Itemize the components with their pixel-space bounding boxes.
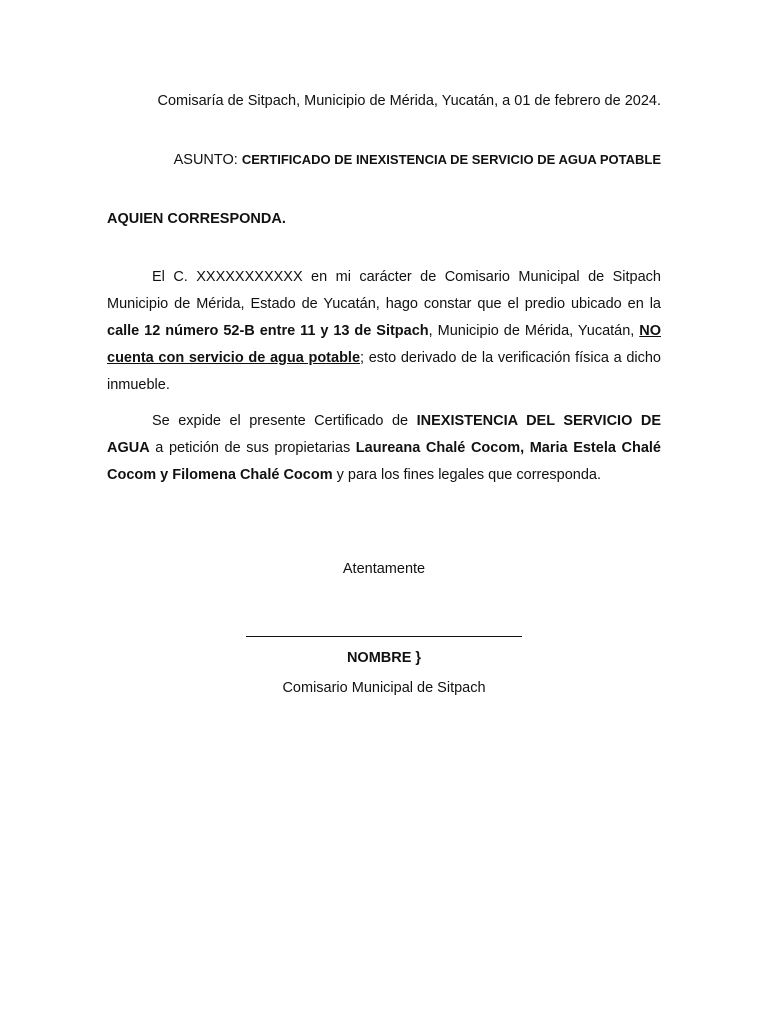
paragraph-2-text-3: y para los fines legales que corresponda. bbox=[332, 467, 602, 483]
no-service-statement: NO cuenta con servicio de agua potable bbox=[107, 323, 661, 366]
owners-names: Laureana Chalé Cocom, Maria Estela Chalé Cocom y Filomena Chalé Cocom bbox=[107, 440, 662, 483]
body-paragraph-2 bbox=[107, 408, 661, 489]
place-and-date: Comisaría de Sitpach, Municipio de Mérida, Yucatán, a 01 de febrero de 2024. bbox=[157, 93, 661, 109]
paragraph-2-text-1: Se expide el presente Certificado de bbox=[152, 413, 417, 429]
paragraph-1-text-1: El C. XXXXXXXXXXX en mi carácter de Comisario Municipal de Sitpach Municipio de Mérida, Estado de Yucatán, hago constar que el predio ubicado en la bbox=[107, 269, 661, 312]
body-paragraph-1 bbox=[107, 264, 661, 399]
closing: Atentamente bbox=[342, 561, 426, 577]
paragraph-2-text-2: a petición de sus propietarias bbox=[149, 440, 356, 456]
signature-line bbox=[246, 636, 522, 637]
signer-title: Comisario Municipal de Sitpach bbox=[282, 680, 486, 696]
subject-text: CERTIFICADO DE INEXISTENCIA DE SERVICIO DE AGUA POTABLE bbox=[241, 152, 661, 167]
property-address: calle 12 número 52-B entre 11 y 13 de Sitpach bbox=[107, 323, 429, 339]
subject-label: ASUNTO: bbox=[173, 152, 242, 168]
document-page bbox=[107, 0, 661, 1024]
subject-line bbox=[174, 150, 661, 170]
paragraph-1-text-3: ; esto derivado de la verificación física a dicho inmueble. bbox=[107, 350, 661, 393]
signer-name: NOMBRE } bbox=[346, 650, 422, 666]
paragraph-1-text-2: , Municipio de Mérida, Yucatán, bbox=[428, 323, 640, 339]
salutation: AQUIEN CORRESPONDA. bbox=[107, 211, 286, 227]
certificate-name: INEXISTENCIA DEL SERVICIO DE AGUA bbox=[107, 413, 661, 456]
